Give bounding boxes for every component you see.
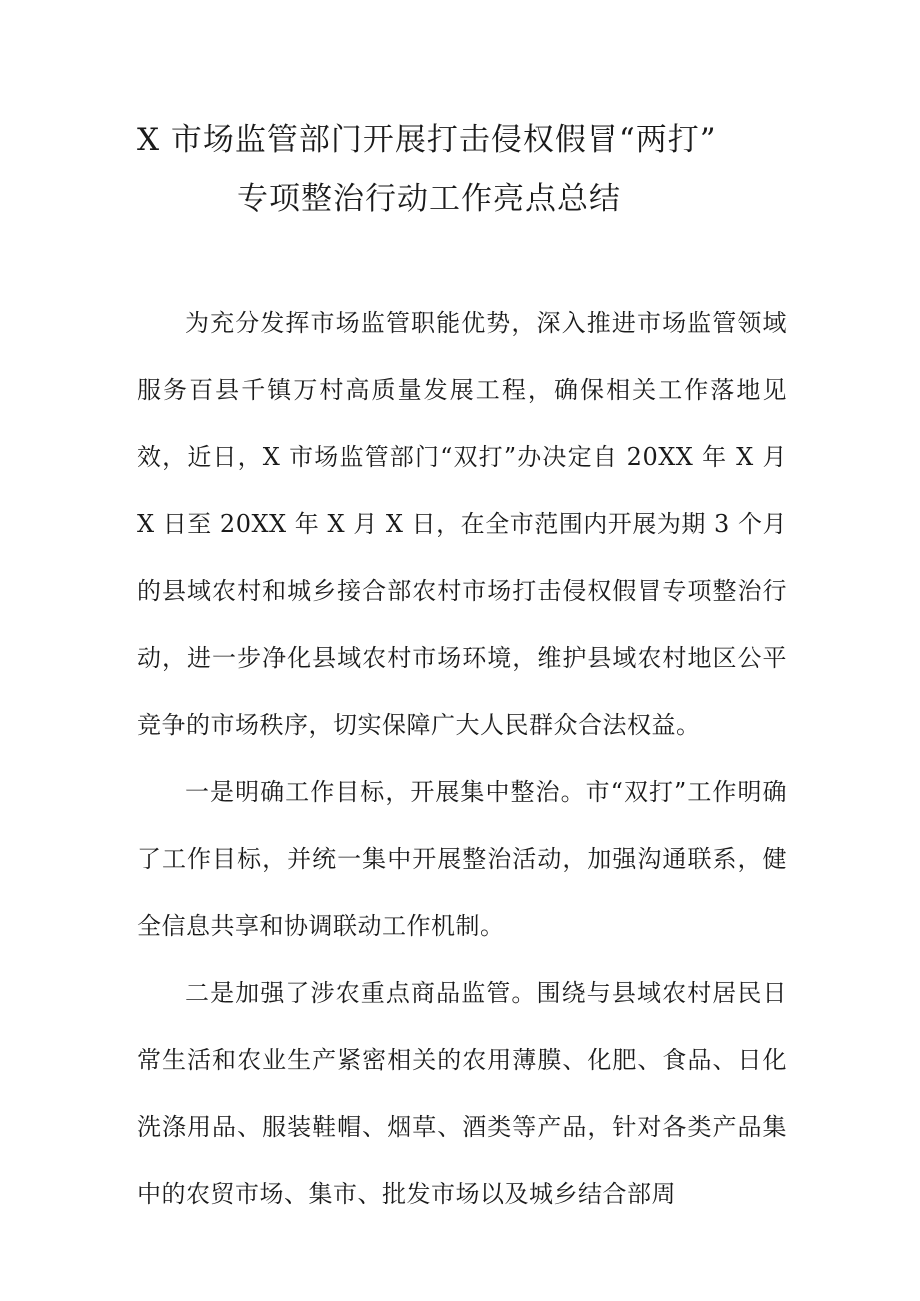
document-title-line-2: 专项整治行动工作亮点总结 xyxy=(237,181,621,217)
paragraph-intro: 为充分发挥市场监管职能优势，深入推进市场监管领域服务百县千镇万村高质量发展工程，确保相关工作落地见效，近日，X 市场监管部门“双打”办决定自 20XX 年 X 月 X 日至 20XX 年 X 月 X 日，在全市范围内开展为期 3 个月的县域农村和城乡接合部农村市场打击侵权假冒专项整治行动，进一步净化县域农村市场环境，维护县域农村地区公平竞争的市场秩序，切实保障广大人民群众合法权益。 xyxy=(137,309,787,739)
document-title-line-1: X 市场监管部门开展打击侵权假冒“两打” xyxy=(137,122,717,158)
paragraph-point-1: 一是明确工作目标，开展集中整治。市“双打”工作明确了工作目标，并统一集中开展整治活动，加强沟通联系，健全信息共享和协调联动工作机制。 xyxy=(137,778,787,940)
document-body xyxy=(137,290,787,1228)
paragraph-point-2: 二是加强了涉农重点商品监管。围绕与县域农村居民日常生活和农业生产紧密相关的农用薄膜、化肥、食品、日化洗涤用品、服装鞋帽、烟草、酒类等产品，针对各类产品集中的农贸市场、集市、批发市场以及城乡结合部周 xyxy=(137,979,787,1208)
